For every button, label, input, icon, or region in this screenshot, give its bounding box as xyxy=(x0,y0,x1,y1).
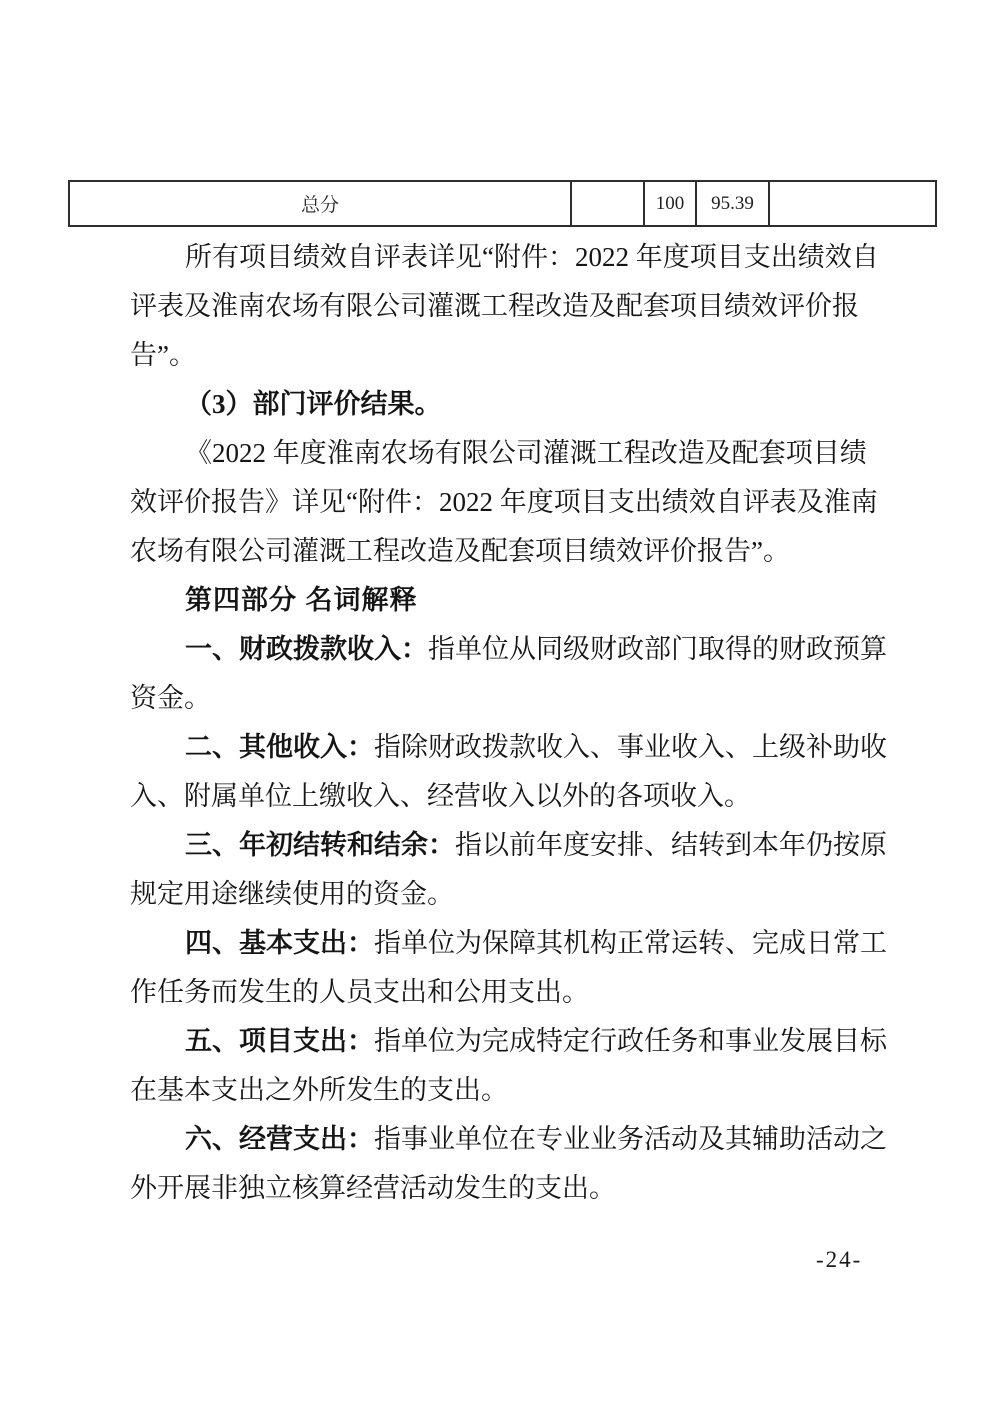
doc-line xyxy=(130,478,878,527)
doc-line xyxy=(130,380,875,429)
table-cell-max-score: 100 xyxy=(644,181,696,226)
line-segment: 《2022 年度淮南农场有限公司灌溉工程改造及配套项目绩 xyxy=(185,438,867,468)
line-segment: 指单位为保障其机构正常运转、完成日常工 xyxy=(374,928,887,958)
line-segment: 指单位从同级财政部门取得的财政预算 xyxy=(428,634,887,664)
line-segment: 所有项目绩效自评表详见“附件：2022 年度项目支出绩效自 xyxy=(185,242,879,272)
doc-line xyxy=(130,1115,887,1164)
doc-line xyxy=(130,968,875,1017)
doc-line xyxy=(130,331,875,380)
doc-line xyxy=(130,1017,887,1066)
doc-line xyxy=(130,821,887,870)
line-segment: 告”。 xyxy=(130,340,196,370)
doc-line xyxy=(130,723,887,772)
page-number: -24- xyxy=(816,1247,863,1272)
doc-line xyxy=(130,282,875,331)
table-cell-empty-1 xyxy=(571,181,644,226)
doc-line xyxy=(130,233,879,282)
table-cell-empty-2 xyxy=(769,181,936,226)
line-segment-bold: 六、经营支出： xyxy=(185,1124,374,1154)
line-segment-bold: 三、年初结转和结余： xyxy=(185,830,455,860)
doc-line xyxy=(130,576,875,625)
section-heading: 第四部分 名词解释 xyxy=(185,585,418,615)
doc-line xyxy=(130,772,875,821)
line-segment: 评表及淮南农场有限公司灌溉工程改造及配套项目绩效评价报 xyxy=(130,291,859,321)
line-segment: 效评价报告》详见“附件：2022 年度项目支出绩效自评表及淮南 xyxy=(130,487,878,517)
doc-line xyxy=(130,625,887,674)
line-segment: 规定用途继续使用的资金。 xyxy=(130,879,454,909)
line-segment: 外开展非独立核算经营活动发生的支出。 xyxy=(130,1173,616,1203)
doc-line xyxy=(130,1066,875,1115)
line-segment-bold: 五、项目支出： xyxy=(185,1026,374,1056)
score-table xyxy=(68,180,937,227)
line-segment: 指事业单位在专业业务活动及其辅助活动之 xyxy=(374,1124,887,1154)
line-segment-bold: 二、其他收入： xyxy=(185,732,374,762)
line-segment: 指单位为完成特定行政任务和事业发展目标 xyxy=(374,1026,887,1056)
line-segment: 资金。 xyxy=(130,683,211,713)
doc-line xyxy=(130,527,875,576)
line-segment-bold: 一、财政拨款收入： xyxy=(185,634,428,664)
line-segment: 指除财政拨款收入、事业收入、上级补助收 xyxy=(374,732,887,762)
line-segment: 在基本支出之外所发生的支出。 xyxy=(130,1075,508,1105)
table-cell-total-label: 总分 xyxy=(69,181,571,226)
doc-line xyxy=(130,1164,875,1213)
line-segment: 农场有限公司灌溉工程改造及配套项目绩效评价报告”。 xyxy=(130,536,790,566)
line-segment: 作任务而发生的人员支出和公用支出。 xyxy=(130,977,589,1007)
table-cell-actual-score: 95.39 xyxy=(696,181,769,226)
doc-line xyxy=(130,674,875,723)
doc-line xyxy=(130,919,887,968)
doc-line xyxy=(130,429,875,478)
line-segment-bold: 四、基本支出： xyxy=(185,928,374,958)
document-body xyxy=(130,233,887,1213)
line-segment: 入、附属单位上缴收入、经营收入以外的各项收入。 xyxy=(130,781,751,811)
line-segment: 指以前年度安排、结转到本年仍按原 xyxy=(455,830,887,860)
doc-line xyxy=(130,870,875,919)
table-row-total xyxy=(69,181,936,226)
line-segment-bold: （3）部门评价结果。 xyxy=(185,389,442,419)
